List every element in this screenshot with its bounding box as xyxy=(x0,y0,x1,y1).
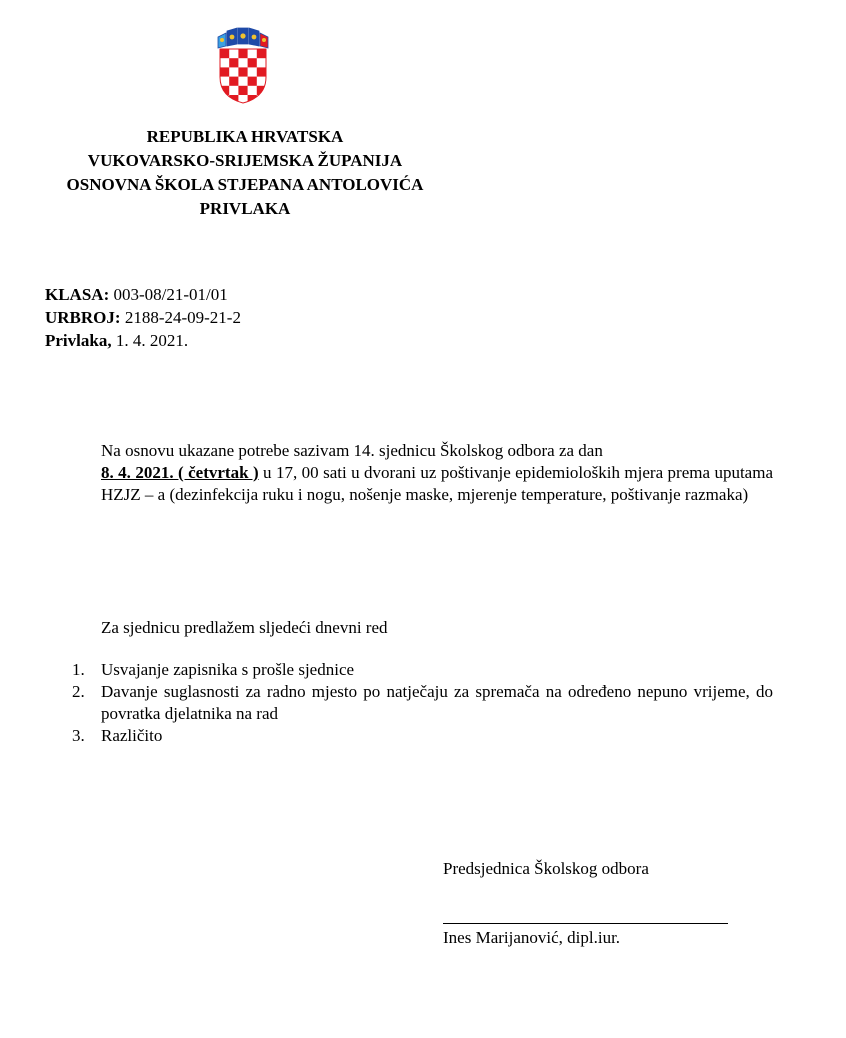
klasa-line xyxy=(45,283,241,306)
agenda-item-text: Različito xyxy=(101,726,163,745)
klasa-label: KLASA: xyxy=(45,285,110,304)
agenda-item xyxy=(60,659,773,681)
invitation-details: u 17, 00 sati u dvorani uz poštivanje epidemioloških mjera prema uputama HZJZ – a (dezinfekcija ruku i nogu, nošenje maske, mjerenje temperature, poštivanje razmaka) xyxy=(101,463,773,504)
invitation-first-line: Na osnovu ukazane potrebe sazivam 14. sjednicu Školskog odbora za dan xyxy=(101,441,603,460)
agenda-intro: Za sjednicu predlažem sljedeći dnevni red xyxy=(101,618,388,637)
agenda-item xyxy=(60,725,773,747)
place-label: Privlaka, xyxy=(45,331,112,350)
header-country: REPUBLIKA HRVATSKA xyxy=(146,127,344,146)
klasa-value: 003-08/21-01/01 xyxy=(109,285,228,304)
agenda-item xyxy=(60,681,773,725)
header-town: PRIVLAKA xyxy=(199,199,291,218)
agenda-list xyxy=(60,659,773,747)
signature-line xyxy=(443,923,728,924)
institution-header xyxy=(40,125,450,221)
croatian-coat-of-arms-icon xyxy=(215,25,271,105)
meeting-date: 8. 4. 2021. ( četvrtak ) xyxy=(101,463,259,482)
header-county: VUKOVARSKO-SRIJEMSKA ŽUPANIJA xyxy=(87,151,403,170)
agenda-item-text: Davanje suglasnosti za radno mjesto po natječaju za spremača na određeno nepuno vrijeme, do povratka djelatnika na rad xyxy=(101,682,773,723)
meeting-invitation-paragraph xyxy=(101,440,773,506)
signature-block xyxy=(443,858,733,947)
chequered-shield-icon xyxy=(220,49,266,105)
place-date-line xyxy=(45,329,241,352)
signatory-name: Ines Marijanović, dipl.iur. xyxy=(443,928,621,947)
urbroj-line xyxy=(45,306,241,329)
document-date: 1. 4. 2021. xyxy=(111,331,189,350)
urbroj-label: URBROJ: xyxy=(45,308,121,327)
signatory-role: Predsjednica Školskog odbora xyxy=(443,859,649,878)
agenda-item-text: Usvajanje zapisnika s prošle sjednice xyxy=(101,660,355,679)
agenda-item-number: 1. xyxy=(72,660,85,679)
reference-block xyxy=(45,283,241,352)
agenda-item-number: 2. xyxy=(72,682,85,701)
header-school: OSNOVNA ŠKOLA STJEPANA ANTOLOVIĆA xyxy=(66,175,424,194)
agenda-item-number: 3. xyxy=(72,726,85,745)
crown-icon xyxy=(218,28,268,48)
urbroj-value: 2188-24-09-21-2 xyxy=(120,308,241,327)
